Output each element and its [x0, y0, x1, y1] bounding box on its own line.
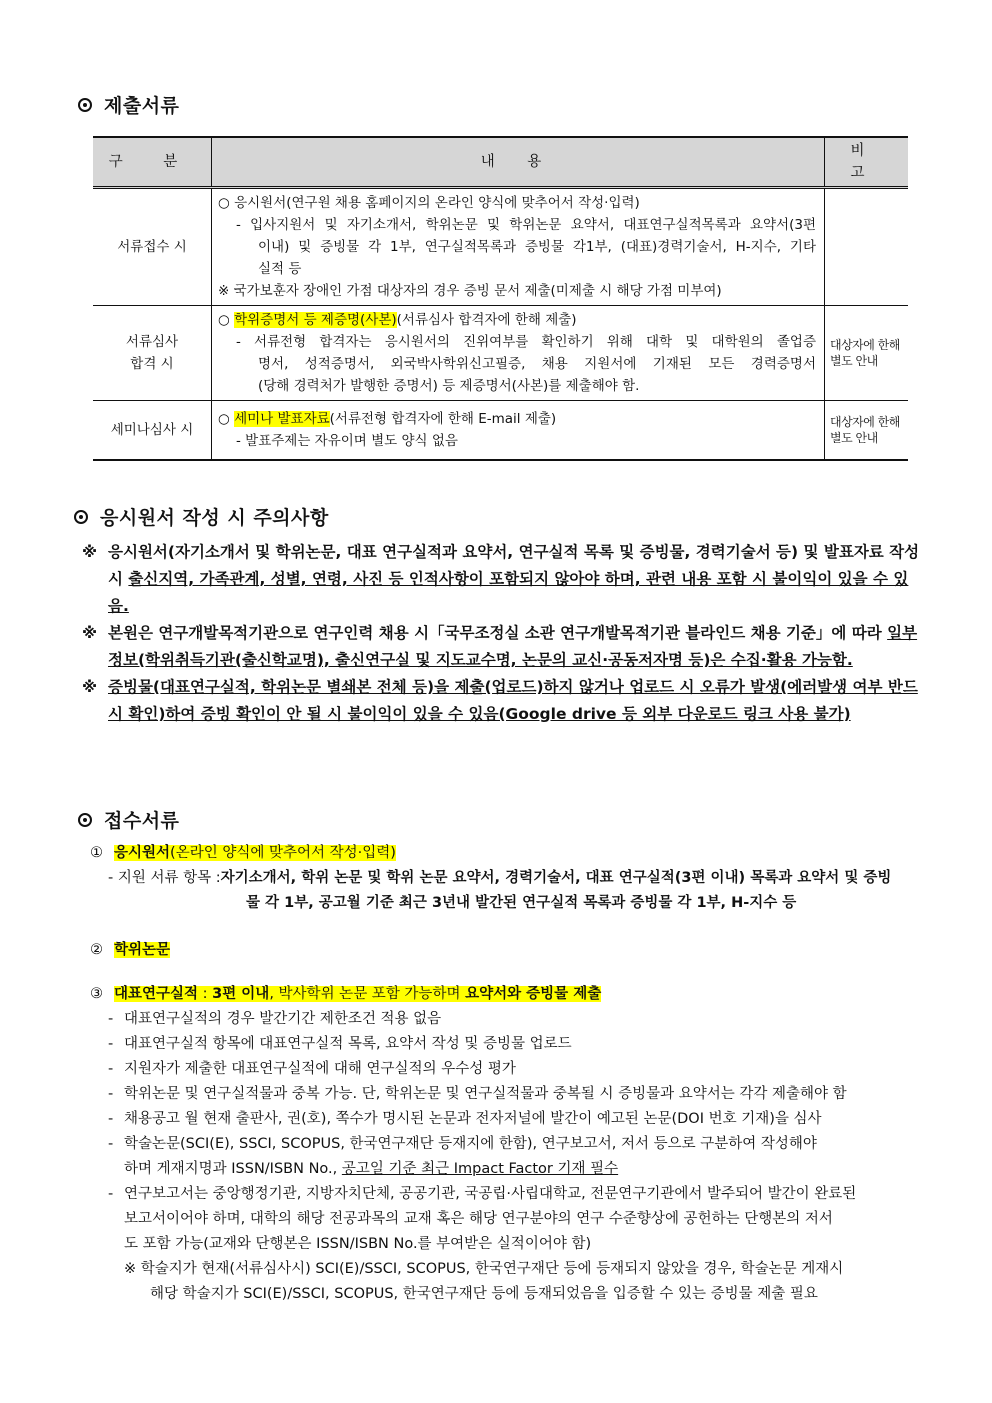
highlighted-text: 학위증명서 등 제증명(사본): [234, 312, 397, 328]
list-item-text: 대표연구실적의 경우 발간기간 제한조건 적용 없음: [124, 1011, 442, 1027]
list-item: - 지원자가 제출한 대표연구실적에 대해 연구실적의 우수성 평가: [90, 1057, 922, 1082]
content-line: ※ 국가보훈자 장애인 가점 대상자의 경우 증빙 문서 제출(미제출 시 해당 가점 미부여): [218, 283, 722, 299]
list-item: - 대표연구실적의 경우 발간기간 제한조건 적용 없음: [90, 1007, 922, 1032]
table-header-content: 내 용: [212, 137, 825, 188]
item-detail: [90, 866, 922, 891]
content-line: 명서, 성적증명서, 외국박사학위신고필증, 채용 지원서에 기재된 모든 경력증명서: [258, 356, 816, 372]
section-title: 응시원서 작성 시 주의사항: [100, 507, 329, 529]
item-title: [90, 841, 922, 866]
caution-underlined: 일부 정보(학위취득기관(출신학교명), 출신연구실 및 지도교수명, 논문의 교신·공동저자명 등)은 수집·활용 가능함.: [108, 624, 918, 669]
table-header-note: 비 고: [825, 137, 909, 188]
table-row: [93, 401, 908, 460]
item-number: ③: [90, 986, 103, 1002]
reference-mark-icon: ※: [82, 678, 98, 696]
content-line: [218, 408, 816, 430]
content-prefix: ○: [218, 312, 235, 328]
detail-text: 자기소개서, 학위 논문 및 학위 논문 요약서, 경력기술서, 대표 연구실적(3편 이내) 목록과 요약서 및 증빙: [220, 870, 892, 886]
highlighted-text: 세미나 발표자료: [234, 410, 330, 427]
content-line: 이내) 및 증빙물 각 1부, 연구실적목록과 증빙물 각1부, (대표)경력기술서, H-지수, 기타: [258, 239, 816, 255]
list-item-text: 학위논문 및 연구실적물과 중복 가능. 단, 학위논문 및 연구실적물과 중복될 시 증빙물과 요약서는 각각 제출해야 함: [124, 1086, 847, 1102]
list-item-text: 대표연구실적 항목에 대표연구실적 목록, 요약서 작성 및 증빙물 업로드: [124, 1036, 572, 1052]
list-item-line: 도 포함 가능(교재와 단행본은 ISSN/ISBN No.를 부여받은 실적이어야 함): [124, 1236, 592, 1252]
row-note: [825, 401, 909, 460]
content-line: (당해 경력처가 발행한 증명서) 등 제증명서(사본)를 제출해야 함.: [258, 378, 640, 394]
note-line: 해당 학술지가 SCI(E)/SSCI, SCOPUS, 한국연구재단 등에 등재되었음을 입증할 수 있는 증빙물 제출 필요: [150, 1286, 818, 1302]
row-content: [212, 401, 825, 460]
table-header-row: [93, 137, 908, 188]
list-item: - 채용공고 월 현재 출판사, 권(호), 쪽수가 명시된 논문과 전자저널에 발간이 예고된 논문(DOI 번호 기재)을 심사: [90, 1107, 922, 1132]
content-line: - 서류전형 합격자는 응시원서의 진위여부를 확인하기 위해 대학 및 대학원의 졸업증: [236, 334, 816, 350]
caution-text: [108, 674, 922, 728]
content-line: - 입사지원서 및 자기소개서, 학위논문 및 학위논문 요약서, 대표연구실적목록과 요약서(3편: [236, 217, 816, 233]
table-header-category: 구 분: [93, 137, 212, 188]
content-line: ○ 응시원서(연구원 채용 홈페이지의 온라인 양식에 맞추어서 작성·입력): [218, 195, 640, 211]
content-line: - 발표주제는 자유이며 별도 양식 없음: [236, 432, 458, 449]
note-line: 대상자에 한해: [830, 414, 900, 429]
list-item-text: [124, 1132, 817, 1182]
row-content: [212, 306, 825, 401]
cautions-list: [82, 539, 922, 728]
table-row: [93, 306, 908, 401]
row-note: [825, 188, 909, 306]
item-title: [90, 982, 922, 1007]
reference-mark-icon: ※: [82, 624, 98, 642]
circle-bullet-icon: [78, 98, 92, 112]
list-item: - 연구보고서는 중앙행정기관, 지방자치단체, 공공기관, 국공립·사립대학교, 전문연구기관에서 발주되어 발간이 완료된 보고서이어야 하며, 대학의 해당 전공과목의 교재 혹은 해당 연구분야의 연구 수준향상에 공헌하는 단행본의 저서 도 포함 가능(교재와 단행본은 ISSN/ISBN No.를 부여받은 실적이어야 함): [90, 1182, 922, 1257]
category-line: 합격 시: [130, 356, 174, 372]
content-prefix: ○: [218, 410, 235, 427]
list-item: - 대표연구실적 항목에 대표연구실적 목록, 요약서 작성 및 증빙물 업로드: [90, 1032, 922, 1057]
list-item: - 학술논문(SCI(E), SSCI, SCOPUS, 한국연구재단 등재지에 한함), 연구보고서, 저서 등으로 구분하여 작성해야 하며 게재지명과 ISSN/ISBN No., 공고일 기준 최근 Impact Factor 기재 필수: [90, 1132, 922, 1182]
category-line: 서류심사: [125, 334, 179, 350]
list-item-line: 보고서이어야 하며, 대학의 해당 전공과목의 교재 혹은 해당 연구분야의 연구 수준향상에 공헌하는 단행본의 저서: [124, 1211, 833, 1227]
row-note: [825, 306, 909, 401]
detail-text-continued: 물 각 1부, 공고월 기준 최근 3년내 발간된 연구실적 목록과 증빙물 각 1부, H-지수 등: [246, 895, 797, 911]
list-item-text: 지원자가 제출한 대표연구실적에 대해 연구실적의 우수성 평가: [124, 1061, 516, 1077]
content-suffix: (서류전형 합격자에 한해 E-mail 제출): [329, 410, 557, 427]
documents-table: [93, 136, 908, 461]
list-item-text: [124, 1182, 856, 1257]
row-content: [212, 188, 825, 306]
row-category: 서류접수 시: [93, 188, 212, 306]
item-note: [90, 1257, 922, 1307]
row-category: 세미나심사 시: [93, 401, 212, 460]
item-title-rest: (온라인 양식에 맞추어서 작성·입력): [170, 845, 396, 861]
circle-bullet-icon: [74, 510, 88, 524]
detail-label: - 지원 서류 항목 :: [108, 870, 221, 886]
section-heading-documents: [78, 91, 179, 118]
table-row: [93, 188, 908, 306]
caution-item: [82, 539, 922, 620]
note-line: 별도 안내: [830, 430, 878, 445]
note-line: 대상자에 한해: [830, 338, 900, 352]
item-number: ②: [90, 942, 103, 958]
list-item-text: 채용공고 월 현재 출판사, 권(호), 쪽수가 명시된 논문과 전자저널에 발간이 예고된 논문(DOI 번호 기재)을 심사: [124, 1111, 822, 1127]
content-line: 실적 등: [258, 261, 302, 277]
note-line: 별도 안내: [830, 354, 878, 368]
circle-bullet-icon: [78, 813, 92, 827]
section-title: 접수서류: [104, 810, 180, 832]
item-number: ①: [90, 845, 103, 861]
caution-underlined: 출신지역, 가족관계, 성별, 연령, 사진 등 인적사항이 포함되지 않아야 하며, 관련 내용 포함 시 불이익이 있을 수 있음.: [108, 570, 909, 615]
list-item-line: 연구보고서는 중앙행정기관, 지방자치단체, 공공기관, 국공립·사립대학교, 전문연구기관에서 발주되어 발간이 완료된: [124, 1186, 857, 1202]
caution-plain: 응시원서(자기소개서 및 학위논문, 대표 연구실적과 요약서, 연구실적 목록 및 증빙물, 경력기술서 등) 및 발표자료 작성 시: [108, 543, 920, 588]
content-suffix: (서류심사 합격자에 한해 제출): [396, 312, 577, 328]
list-item-line: [124, 1157, 817, 1182]
row-category: [93, 306, 212, 401]
caution-text: [108, 539, 922, 620]
submission-item-1: [90, 841, 922, 916]
caution-item: [82, 620, 922, 674]
caution-item: [82, 674, 922, 728]
caution-underlined: 증빙물(대표연구실적, 학위논문 별쇄본 전체 등)을 제출(업로드)하지 않거나 업로드 시 오류가 발생(에러발생 여부 반드시 확인)하여 증빙 확인이 안 될 시 불이익이 있을 수 있음(Google drive 등 외부 다운로드 링크 사용 불가): [108, 678, 918, 723]
title-part: 요약서와 증빙물 제출: [465, 986, 602, 1002]
list-item-underlined: 공고일 기준 최근 Impact Factor 기재 필수: [341, 1161, 619, 1177]
item-title: 학위논문: [114, 942, 171, 958]
title-part: :: [198, 986, 213, 1002]
list-item-line: 학술논문(SCI(E), SSCI, SCOPUS, 한국연구재단 등재지에 한함), 연구보고서, 저서 등으로 구분하여 작성해야: [124, 1136, 817, 1152]
item-title-bold: 응시원서: [114, 845, 171, 861]
caution-text: [108, 620, 922, 674]
section-heading-submission: [78, 806, 179, 833]
submission-item-2: [90, 938, 922, 963]
title-part: 3편 이내: [212, 986, 270, 1002]
title-part: 대표연구실적: [114, 986, 199, 1002]
section-heading-cautions: [74, 503, 329, 530]
submission-item-3: [90, 982, 922, 1307]
list-item-plain: 하며 게재지명과 ISSN/ISBN No.,: [124, 1161, 342, 1177]
content-line: [218, 309, 816, 331]
caution-plain: 본원은 연구개발목적기관으로 연구인력 채용 시「국무조정실 소관 연구개발목적기관 블라인드 채용 기준」에 따라: [108, 624, 888, 642]
section-title: 제출서류: [104, 95, 180, 117]
list-item: - 학위논문 및 연구실적물과 중복 가능. 단, 학위논문 및 연구실적물과 중복될 시 증빙물과 요약서는 각각 제출해야 함: [90, 1082, 922, 1107]
item-title-highlight: [114, 986, 601, 1002]
note-line: ※ 학술지가 현재(서류심사시) SCI(E)/SSCI, SCOPUS, 한국연구재단 등에 등재되지 않았을 경우, 학술논문 게재시: [124, 1261, 844, 1277]
reference-mark-icon: ※: [82, 543, 98, 561]
title-part: , 박사학위 논문 포함 가능하며: [269, 986, 466, 1002]
